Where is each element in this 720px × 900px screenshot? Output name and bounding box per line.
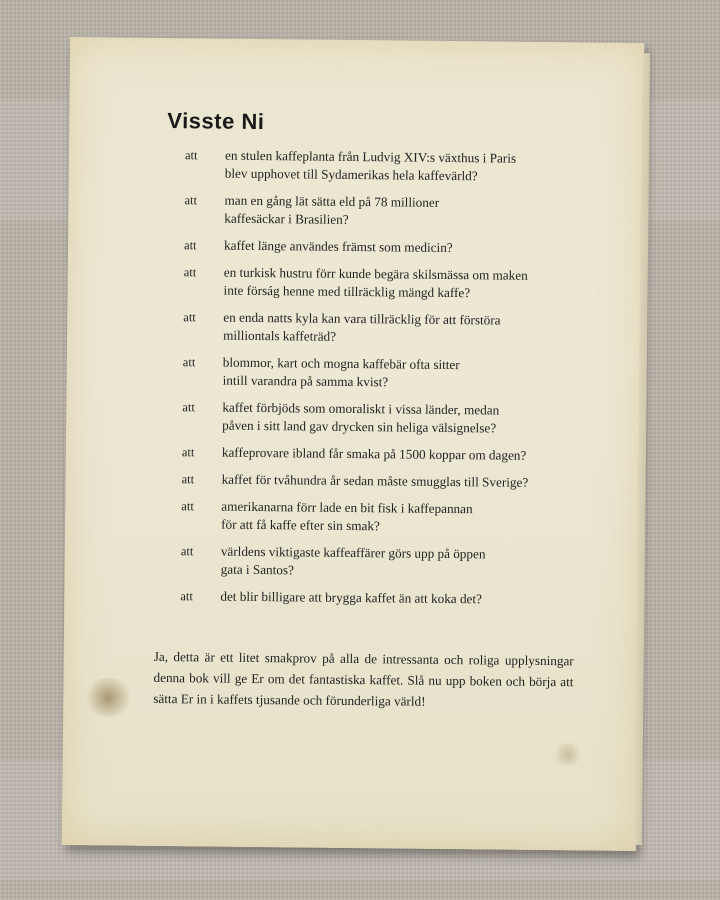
question-prefix: att [184,193,198,208]
stain [83,677,133,718]
question-text: kaffet förbjöds som omoraliskt i vissa länder, medan påven i sitt land gav drycken sin heliga välsignelse? [222,399,500,436]
question-prefix: att [182,355,196,370]
outro-paragraph: Ja, detta är ett litet smakprov på alla de intressanta och roliga upplysningar denna bok vill ge Er om det fantastiska kaffet. Slå nu upp boken och börja att sätta Er in i kaffets tjusande och förunderliga värld! [153,648,574,709]
question-item [185,146,625,187]
question-item [183,308,623,349]
question-item [181,497,621,538]
book-back-cover [62,37,644,851]
question-item [181,542,621,583]
question-item [184,263,624,304]
question-list [180,146,625,619]
question-prefix: att [181,445,195,460]
question-prefix: att [183,238,197,253]
stain [553,742,583,766]
question-item [182,443,622,466]
question-prefix: att [184,148,198,163]
question-text: kaffet länge användes främst som medicin? [223,237,453,256]
question-text: en turkisk hustru förr kunde begära skilsmässa om maken inte förság henne med tillräcklig mängd kaffe? [223,264,528,301]
question-item [183,353,623,394]
question-item [182,398,622,439]
question-prefix: att [180,544,194,559]
question-text: en enda natts kyla kan vara tillräcklig för att förstöra milliontals kaffeträd? [223,309,501,344]
question-prefix: att [181,499,194,514]
question-text: amerikanarna förr lade en bit fisk i kaffepannan för att få kaffe efter sin smak? [221,498,473,534]
question-text: kaffeprovare ibland får smaka på 1500 koppar om dagen? [221,444,527,463]
question-prefix: att [182,400,195,415]
question-prefix: att [180,589,193,604]
question-text: världens viktigaste kaffeaffärer görs upp på öppen gata i Santos? [220,543,486,578]
question-prefix: att [183,265,197,280]
question-text: det blir billigare att brygga kaffet än att koka det? [220,588,483,607]
question-prefix: att [183,310,196,325]
question-item [180,587,620,610]
question-item [182,470,622,493]
question-text: man en gång lät sätta eld på 78 millioner kaffesäckar i Brasilien? [224,192,440,227]
page-edge [634,53,650,845]
question-text: kaffet för tvåhundra år sedan måste smugglas till Sverige? [221,471,529,490]
question-item [184,236,624,259]
page-heading: Visste Ni [167,108,265,135]
question-prefix: att [181,472,195,487]
question-item [184,191,624,232]
question-text: blommor, kart och mogna kaffebär ofta sitter intill varandra på samma kvist? [222,354,460,390]
question-text: en stulen kaffeplanta från Ludvig XIV:s växthus i Paris blev upphovet till Sydamerikas hela kaffevärld? [224,147,517,184]
